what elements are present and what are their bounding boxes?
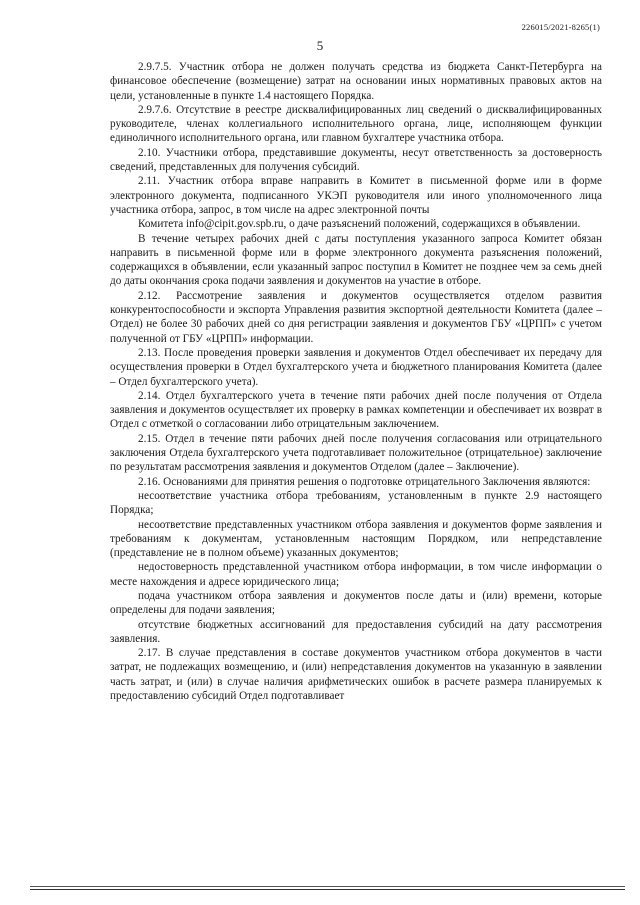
footer-divider <box>30 889 625 890</box>
list-item: несоответствие участника отбора требованиям, установленным в пункте 2.9 настоящего Порядка; <box>110 489 602 517</box>
list-item: отсутствие бюджетных ассигнований для предоставления субсидий на дату рассмотрения заявления. <box>110 618 602 645</box>
list-item: подача участником отбора заявления и документов после даты и (или) времени, которые определены для подачи заявления; <box>110 589 602 617</box>
list-item: несоответствие представленных участником отбора заявления и документов форме заявления и требованиям к документам, установленным настоящим Порядком, или непредставление (представление не в полном объеме) указанных документов; <box>110 518 602 560</box>
paragraph-2-16: 2.16. Основаниями для принятия решения о подготовке отрицательного Заключения являются: <box>138 475 591 488</box>
paragraph-2-13: 2.13. После проведения проверки заявления и документов Отдел обеспечивает их передачу для осуществления проверки в Отдел бухгалтерского учета и бюджетного планирования Комитета (далее – Отдел бухгалтерского учета). <box>110 346 602 388</box>
document-registration-number: 226015/2021-8265(1) <box>521 22 600 32</box>
paragraph-2-12: 2.12. Рассмотрение заявления и документов осуществляется отделом развития конкурентоспособности и экспорта Управления развития экспортной деятельности Комитета (далее – Отдел) не более 30 рабочих дней со дня регистрации заявления и документов ГБУ «ЦРПП» с учетом полученной от ГБУ «ЦРПП» информации. <box>110 289 602 345</box>
paragraph-2-9-7-6: 2.9.7.6. Отсутствие в реестре дисквалифицированных лиц сведений о дисквалифицированных руководителе, членах коллегиального исполнительного органа, лице, исполняющем функции единоличного исполнительного органа, или главном бухгалтере участника отбора. <box>110 103 602 145</box>
paragraph-2-17: 2.17. В случае представления в составе документов участником отбора документов в части затрат, не подлежащих возмещению, и (или) непредставления документов на указанную в заявлении часть затрат, и (или) в случае наличия арифметических ошибок в расчете размера планируемых к предоставлению субсидий Отдел подготавливает <box>110 647 602 703</box>
paragraph-2-11: 2.11. Участник отбора вправе направить в Комитет в письменной форме или в форме электронного документа, подписанного УКЭП руководителя или иного уполномоченного лица участника отбора, запрос, в том числе на адрес электронной почты <box>110 175 602 216</box>
document-body <box>110 60 602 703</box>
paragraph-2-11-deadline: В течение четырех рабочих дней с даты поступления указанного запроса Комитет обязан направить в письменной форме или в форме электронного документа разъяснения положений, содержащихся в объявлении, если указанный запрос поступил в Комитет не позднее чем за семь дней до даты окончания срока подачи заявления и документов на участие в отборе. <box>110 232 602 288</box>
page-number: 5 <box>316 38 324 53</box>
footer-divider <box>30 886 625 887</box>
paragraph-2-10: 2.10. Участники отбора, представившие документы, несут ответственность за достоверность сведений, представленных для получения субсидий. <box>110 146 602 174</box>
paragraph-2-15: 2.15. Отдел в течение пяти рабочих дней после получения согласования или отрицательного заключения Отдела бухгалтерского учета подготавливает положительное (отрицательное) заключение по результатам рассмотрения заявления и документов Отделом (далее – Заключение). <box>110 432 602 474</box>
list-item: недостоверность представленной участником отбора информации, в том числе информации о месте нахождения и адресе юридического лица; <box>110 561 602 588</box>
paragraph-2-9-7-5: 2.9.7.5. Участник отбора не должен получать средства из бюджета Санкт-Петербурга на финансовое обеспечение (возмещение) затрат на основании иных нормативных правовых актов на цели, установленные в пункте 1.4 настоящего Порядка. <box>110 61 602 102</box>
paragraph-2-11-email: Комитета info@cipit.gov.spb.ru, о даче разъяснений положений, содержащихся в объявлении. <box>138 218 581 231</box>
paragraph-2-14: 2.14. Отдел бухгалтерского учета в течение пяти рабочих дней после получения от Отдела заявления и документов осуществляет их проверку в рамках компетенции и обеспечивает их возврат в Отдел с отметкой о согласовании либо отрицательным заключением. <box>110 389 602 431</box>
